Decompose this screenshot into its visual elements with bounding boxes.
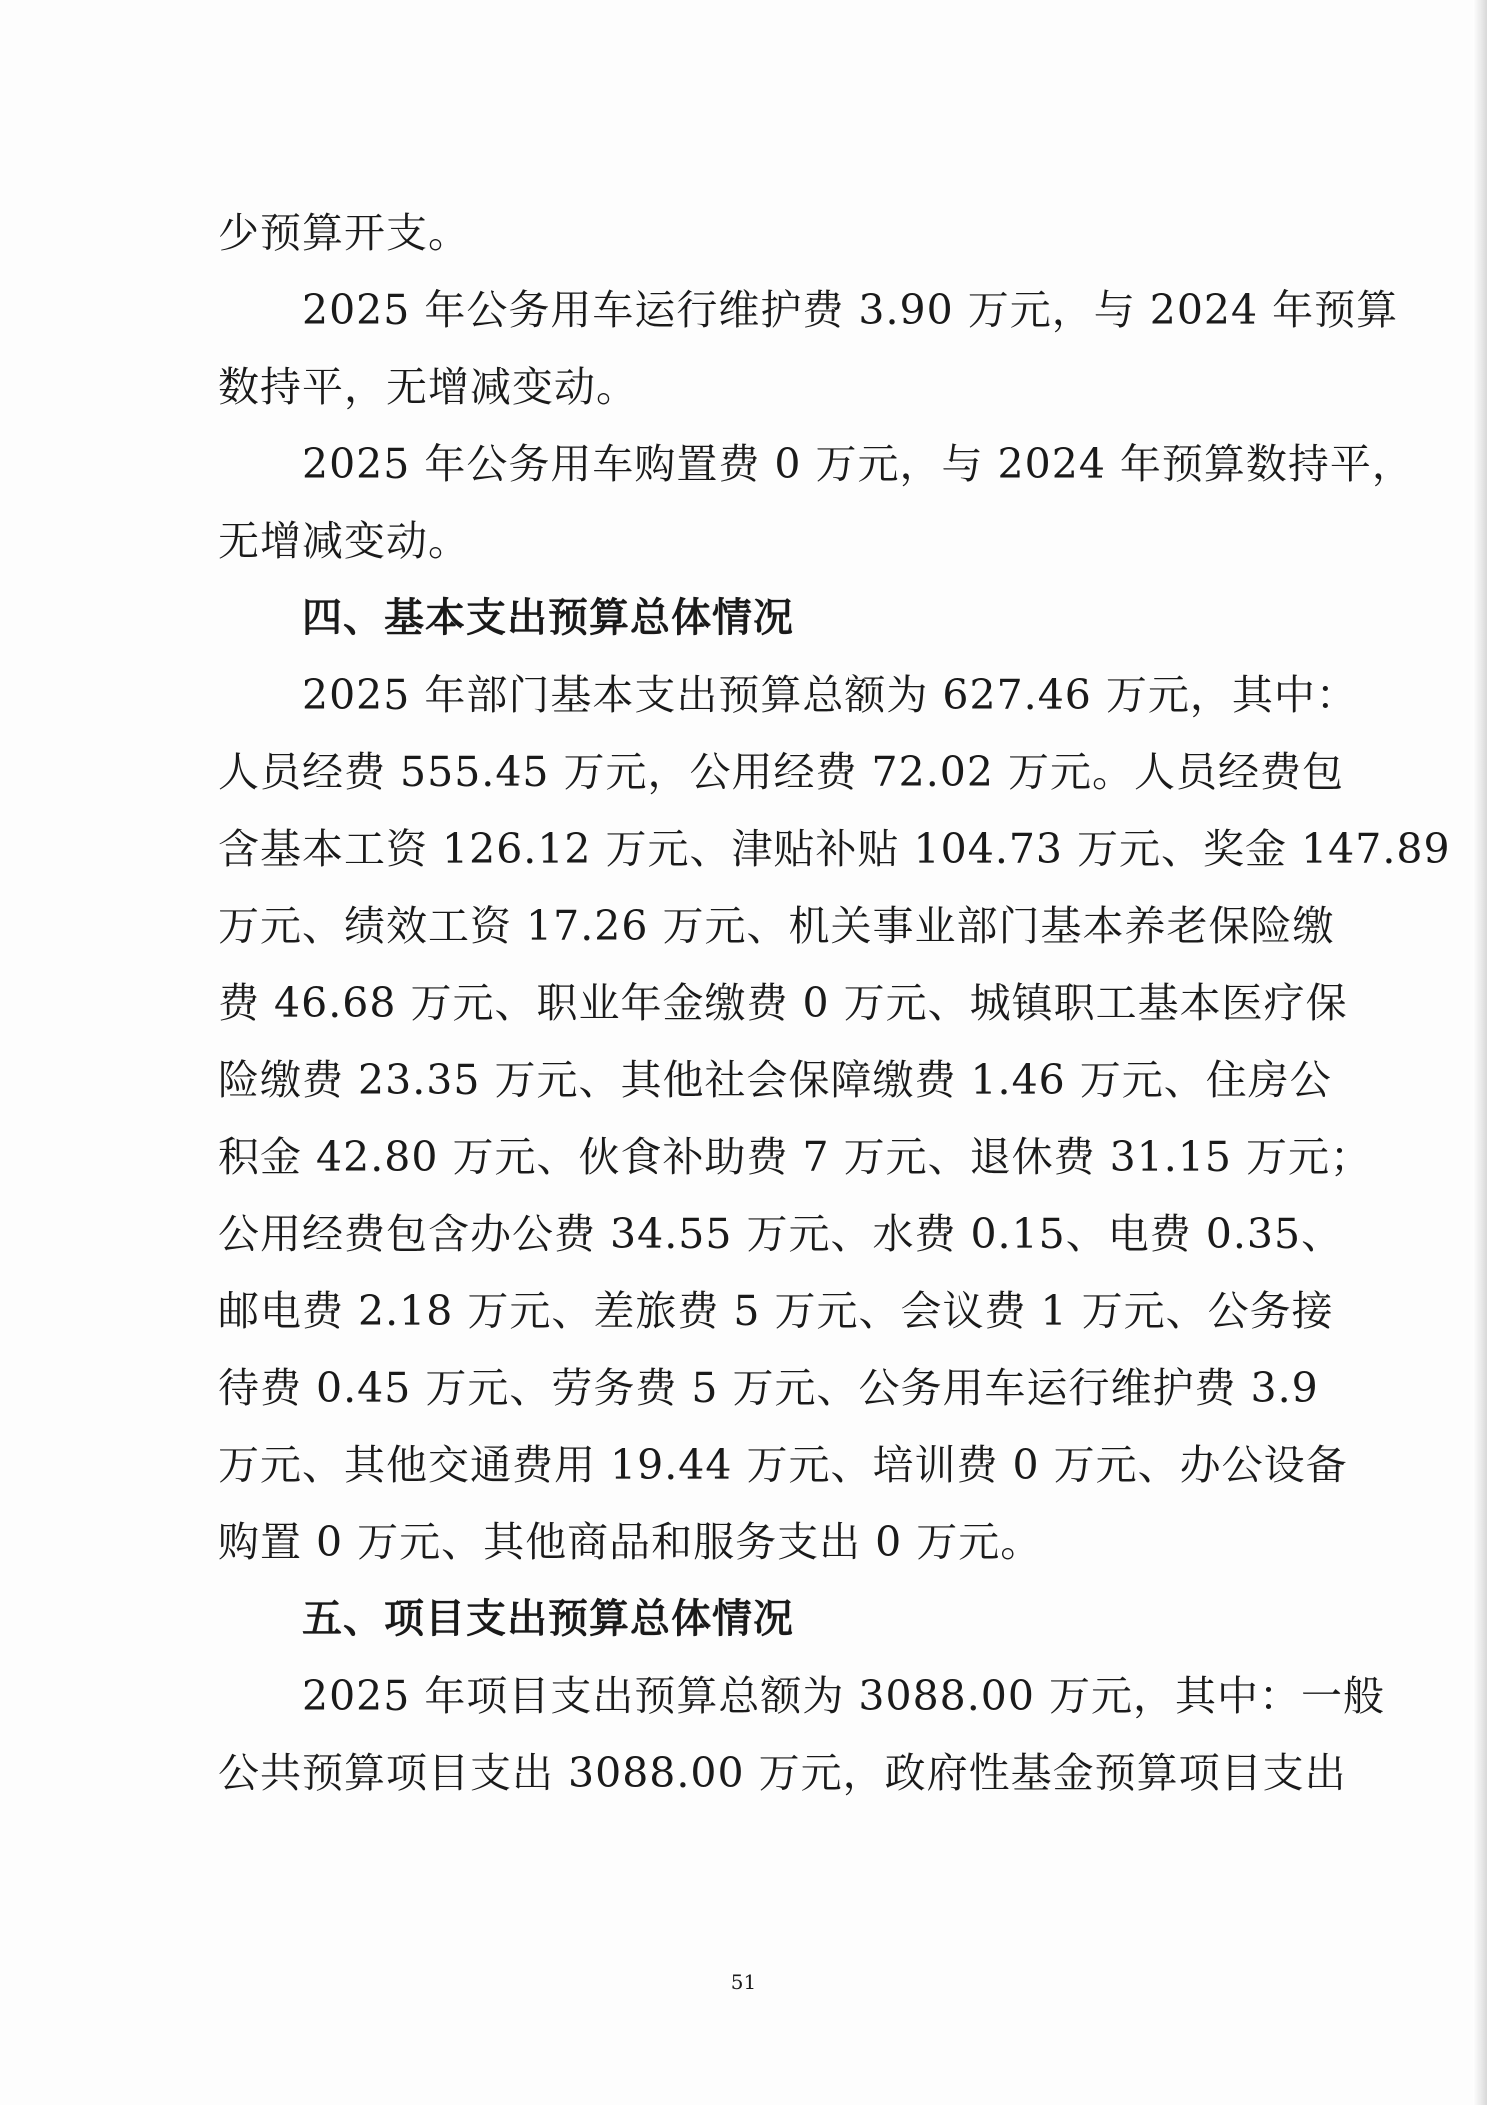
text-line: 少预算开支。 — [218, 209, 470, 257]
page-number: 51 — [730, 1970, 757, 1994]
text-line: 邮电费 2.18 万元、差旅费 5 万元、会议费 1 万元、公务接 — [218, 1287, 1334, 1335]
text-line: 积金 42.80 万元、伙食补助费 7 万元、退休费 31.15 万元； — [218, 1133, 1373, 1181]
text-line: 数持平，无增减变动。 — [218, 363, 638, 411]
text-line: 2025 年公务用车运行维护费 3.90 万元，与 2024 年预算 — [302, 286, 1399, 334]
text-line: 公用经费包含办公费 34.55 万元、水费 0.15、电费 0.35、 — [218, 1210, 1344, 1258]
text-line: 人员经费 555.45 万元，公用经费 72.02 万元。人员经费包 — [218, 748, 1344, 796]
body-text — [218, 195, 1451, 1812]
text-line: 2025 年部门基本支出预算总额为 627.46 万元，其中： — [302, 671, 1358, 719]
text-line: 2025 年项目支出预算总额为 3088.00 万元，其中：一般 — [302, 1672, 1385, 1720]
text-line: 含基本工资 126.12 万元、津贴补贴 104.73 万元、奖金 147.89 — [218, 825, 1451, 873]
section-heading: 四、基本支出预算总体情况 — [302, 595, 794, 641]
text-line: 购置 0 万元、其他商品和服务支出 0 万元。 — [218, 1518, 1043, 1566]
text-line: 万元、其他交通费用 19.44 万元、培训费 0 万元、办公设备 — [218, 1441, 1348, 1489]
scan-edge-shadow — [1473, 0, 1487, 2105]
text-line: 无增减变动。 — [218, 517, 470, 565]
text-line: 万元、绩效工资 17.26 万元、机关事业部门基本养老保险缴 — [218, 902, 1335, 950]
text-line: 2025 年公务用车购置费 0 万元，与 2024 年预算数持平， — [302, 440, 1414, 488]
section-heading: 五、项目支出预算总体情况 — [302, 1596, 794, 1642]
text-line: 待费 0.45 万元、劳务费 5 万元、公务用车运行维护费 3.9 — [218, 1364, 1319, 1412]
text-line: 公共预算项目支出 3088.00 万元，政府性基金预算项目支出 — [218, 1749, 1347, 1797]
text-line: 险缴费 23.35 万元、其他社会保障缴费 1.46 万元、住房公 — [218, 1056, 1332, 1104]
text-line: 费 46.68 万元、职业年金缴费 0 万元、城镇职工基本医疗保 — [218, 979, 1348, 1027]
